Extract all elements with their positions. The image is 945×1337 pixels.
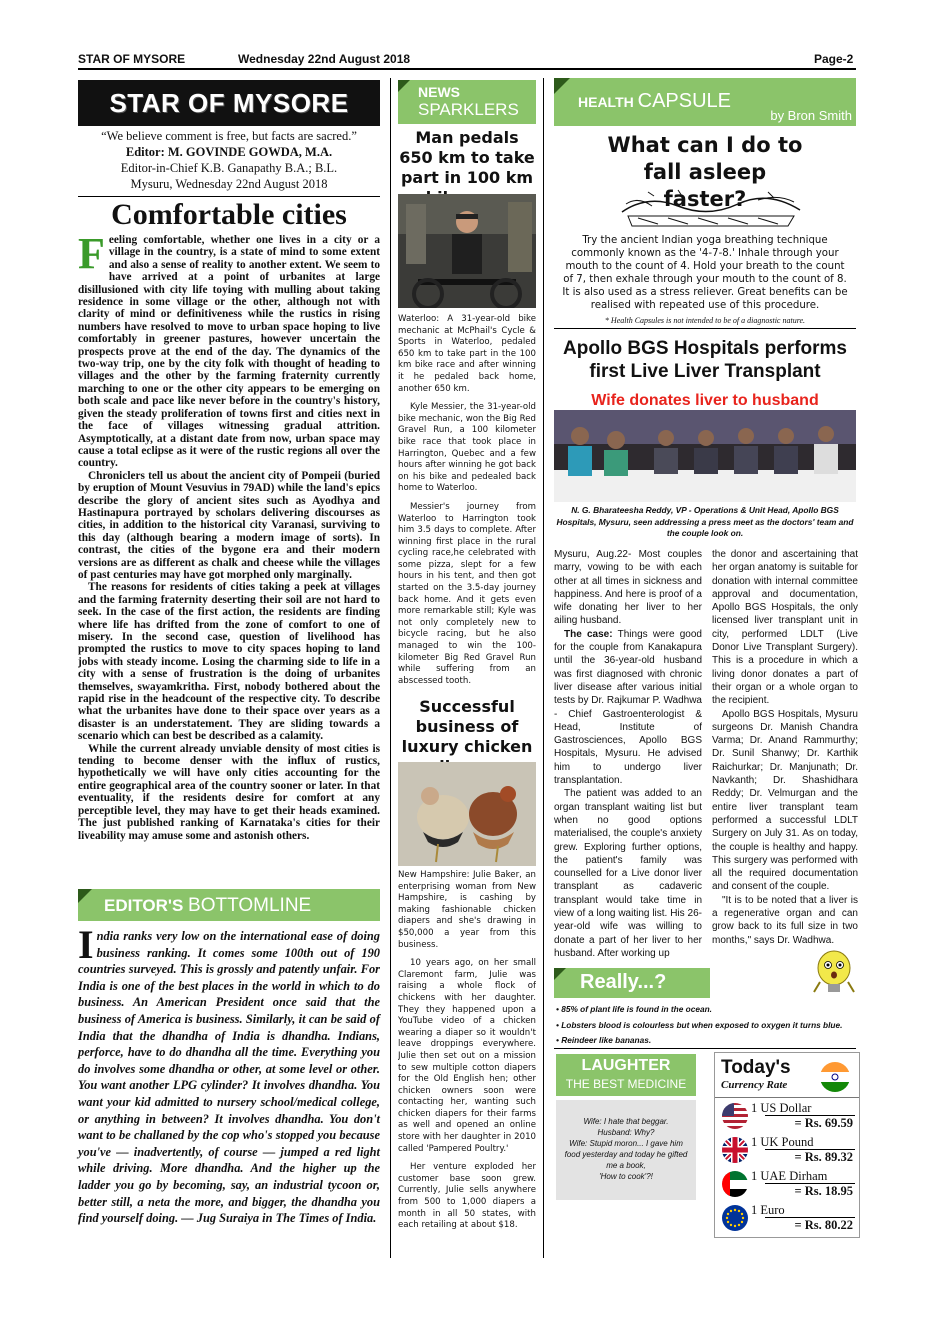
cyclist-photo [398,194,536,308]
sparklers-label-bottom: SPARKLERS [418,100,519,119]
lightbulb-mascot-icon [812,948,856,1000]
sparkler-1-headline: Man pedals 650 km to take part in 100 km [399,128,535,187]
chicken-photo [398,762,536,866]
currency-row-eur [715,1201,859,1235]
currency-row-gbp [715,1133,859,1167]
editorial-body [78,234,380,880]
bottomline-label-bold: EDITOR'S [104,896,184,915]
editorial-paragraph-3: The reasons for residents of cities taking a peek at villages and the farming fraternity deserting their soil are not hard to seek. In the case of the first action, the residents are finding where life has drifted from the zone of comfort to one of misery. In the second case, question of livelihood has prompted the rustics to move to city spaces hoping to land jobs with steady income. Losing the charming side to life in a city with a sense of frustration is the doing of urbanites themselves, swayamkritha. First, nobody bothered about the rapid rise in the headcount of the respective city. To describe what the urbanites have done to their space over years as a disaster is an understatement. They are sliding towards a scenario which can best be described as a calamity. [78,581,380,743]
eu-flag-icon [721,1204,749,1232]
press-meet-photo [554,410,856,502]
health-body: Try the ancient Indian yoga breathing technique commonly known as the '4-7-8.' Inhale through your mouth to the count of 4. Hold your breath to the count of 7, then exhale through your mouth to the count of 8. It is also used as a stress reliever. Great benefits can be realised with repeated use of this procedure. [562,235,848,311]
laughter-line-1: Wife: I hate that beggar. [583,1117,669,1126]
apollo-col2-paragraph-2: Apollo BGS Hospitals, Mysuru surgeons Dr. Manish Chandra Varma; Dr. Anand Rammurthy; Dr. Sunil Shanwy; Dr. Karthik Raichurkar; Dr. Manjunath; Dr. Navkanth; Dr. Shashidhara Reddy; Dr. Velmurgan and the entire liver transplant team performed a successful LDLT Surgery on July 31. As on today, the couple is healthy and happy. This surgery was performed with all the required documentation and consent of the couple. [712,708,858,893]
bottomline-label-light: BOTTOMLINE [188,895,312,916]
apollo-col2-paragraph-3: "It is to be noted that a liver is a regenerative organ and can grow back to its full size in two months," says Dr. Wadhwa. [712,894,858,946]
currency-name: 1 US Dollar [751,1101,812,1115]
laughter-line-4: 'How to cook'?! [599,1172,653,1181]
currency-subtitle: Currency Rate [721,1079,788,1091]
sparkler-1-paragraph-3: Messier's journey from Waterloo to Harrington took him 3.5 days to complete. After winning first place in the rural cycling race,he celebrated with some pizza, slept for a few hours in his tent, and then got started on the 3.5-day journey back home. And it gets even more remarkable still; Kyle was not only completely new to bicycle racing, but he also managed to win the 100-kilometer Big Red Gravel Run while suffering from an abscessed tooth. [398,501,536,686]
corner-triangle-icon [554,968,566,980]
laughter-label-bottom: THE BEST MEDICINE [565,1077,687,1091]
bottomline-dropcap: I [78,922,94,967]
laughter-line-2: Husband: Why? [597,1128,655,1137]
currency-value: = Rs. 80.22 [794,1218,853,1232]
currency-name: 1 UAE Dirham [751,1169,828,1183]
apollo-case-label: The case: [564,628,613,640]
apollo-photo-caption: N. G. Bharateesha Reddy, VP - Operations & Unit Head, Apollo BGS Hospitals, Mysuru, seen addressing a press meet as the doctors' team and the couple look on. [556,505,854,538]
header-rule [78,68,856,70]
bottomline-body [78,922,380,1227]
currency-name: 1 UK Pound [751,1135,814,1149]
really-item: • Lobsters blood is colourless but when exposed to oxygen it turns blue. [556,1019,843,1030]
masthead-title: STAR OF MYSORE [109,87,349,118]
currency-name: 1 Euro [751,1203,785,1217]
apollo-col2-paragraph-1: the donor and ascertaining that her organ anatomy is suitable for donation with internal committee approval and documentation, Apollo BGS Hospitals, the only licensed liver transplant unit in city, performed LDLT (Live Donor Live Transplant Surgery). This is a procedure in which a living donor donates a part of their organ or a whole organ to the recipient. [712,549,858,707]
column-divider-left [390,78,391,1258]
column-divider-right [543,78,544,1258]
currency-title: Today's [721,1057,791,1078]
currency-row-aed [715,1167,859,1201]
currency-box [714,1052,860,1238]
editorial-paragraph-2: Chroniclers tell us about the ancient city of Pompeii (buried by eruption of Mount Vesuvius in 79AD) while the land's epics describe the glory of ancient sites such as Ayodhya and Hastinapura portrayed by scholars delivering discourses as cities, in addition to the historical city Varanasi, surviving to this day (although bearing a modern image of sorts). In contrast, the cities of the bygone era and their modern versions are as different as chalk and cheese while the villages of past centuries may have got morphed only marginally. [78,469,380,581]
apollo-col1-paragraph-1: Mysuru, Aug.22- Most couples marry, vowing to be with each other at all times in sickness and happiness. And here is proof of a wife donating her liver to her ailing husband. [554,549,702,627]
apollo-col1-paragraph-3: The patient was added to an organ transplant waiting list but when no good options materialised, the couple's anxiety grew. Exploring further options, the patient's family was counselled for a Live donor liver transplant as cadaveric transplant would take time in view of a long waiting list. His 26-year-old wife was willing to donate a part of her liver to her husband. After working up [554,788,702,958]
sparkler-2-paragraph-3: Her venture exploded her customer base soon grew. Currently, Julie sells anywhere from 500 to 1,000 diapers a month in all 50 states, with each retailing at about $18. [398,1162,536,1230]
india-flag-icon [819,1061,851,1093]
sparkler-2-headline: Successful business of luxury chicken [401,697,533,756]
uk-flag-icon [721,1136,749,1164]
health-capsule-banner [554,78,856,126]
health-label-bold: HEALTH [578,94,634,110]
editorial-paragraph-4: While the current already unviable density of most cities is tending to become denser with the influx of rustics, hypothetically we will have only cities accounting for the entire geographical area of the country sooner or later. In that eventuality, if the residents desire for comfort at any perceptible level, they may have to get their heads examined. The just published ranking of Karnataka's cities for their liveability may amuse some and astonish others. [78,742,380,842]
corner-triangle-icon [78,889,92,903]
editorial-dropcap: F [78,234,105,278]
really-item: • Reindeer like bananas. [556,1035,652,1045]
apollo-headline: Apollo BGS Hospitals performs first Live Liver Transplant [563,338,847,382]
really-banner [554,968,710,998]
sparklers-label-top: NEWS [418,84,460,100]
health-headline: What can I do to fall asleep faster? [607,133,803,211]
cyclist-image [398,194,536,308]
uae-flag-icon [721,1170,749,1198]
health-rule [554,328,856,329]
sparkler-2-paragraph-1: New Hampshire: Julie Baker, an enterprising woman from New Hampshire, is cashing by making fashionable chicken diapers and she's drawing in $50,000 a year from this business. [398,870,536,950]
apollo-column-2 [712,548,858,958]
bottomline-banner [78,889,380,921]
motto: “We believe comment is free, but facts are sacred.” [101,129,357,143]
dateline: Mysuru, Wednesday 22nd August 2018 [130,177,328,191]
laughter-box [556,1100,696,1200]
laughter-line-3: Wife: Stupid moron... I gave him food yesterday and today he gifted me a book, [564,1139,688,1170]
running-header-page: Page-2 [814,52,854,66]
currency-value: = Rs. 69.59 [794,1116,853,1130]
really-list [556,1004,858,1046]
currency-value: = Rs. 89.32 [794,1150,853,1164]
running-header-date: Wednesday 22nd August 2018 [238,52,411,66]
currency-row-usd [715,1099,859,1133]
sparkler-1-paragraph-1: Waterloo: A 31-year-old bike mechanic at McPhail's Cycle & Sports in Waterloo, pedaled 650 km to take part in the 100 km bike race and after winning it he pedaled back home, another 650 km. [398,314,536,394]
health-label-light: CAPSULE [637,90,731,112]
apollo-column-1 [554,548,702,958]
sparkler-1-body [398,314,536,694]
health-byline: by Bron Smith [770,108,852,123]
corner-triangle-icon [398,80,410,92]
masthead-banner [78,80,380,126]
laughter-label-top: LAUGHTER [581,1057,671,1074]
currency-value: = Rs. 18.95 [794,1184,853,1198]
editor-line: Editor: M. GOVINDE GOWDA, M.A. [125,145,333,159]
editor-in-chief-line: Editor-in-Chief K.B. Ganapathy B.A.; B.L. [120,161,338,175]
editorial-title: Comfortable cities [111,198,347,231]
running-header-paper-name: STAR OF MYSORE [78,52,186,66]
editorial-paragraph-1: eeling comfortable, whether one lives in a city or a village in the country, is a state of mind to some extent and also a sense of reality to another extent. We seem to have arrived at a point of urbanites at large disillusioned with city life toying with mulling about taking residence in some village or the other, although not with clarity of mind or definitiveness while the rustics in rising numbers have resolved to move to urban space hoping to live comfortably in greener pastures, however uncertain the prospects prove at the end of the day. The dynamics of the two-way trip, one by the city folk with thought of heading to villages and the other by the farming fraternity currently marching to one or the other city appears to be emerging on both scale and pace like never before in the country's history, given the steady proliferation of towns first and cities next in the face of villages witnessing gradual attrition. Asymptotically, at a distant date from now, urban space may cause a total eclipse as it were of the rustic regions all over the country. [78,234,380,470]
sparkler-2-paragraph-2: 10 years ago, on her small Claremont farm, Julie was raising a whole flock of chickens with her daughter. They they happened upon a YouTube video of a chicken wearing a diaper so it wouldn't leave droppings everywhere. Julie then set out on a mission to sew multiple cotton diapers for the Old English hen; other chicken owners soon were contacting her, wanting such chicken diapers for their farms as well and opened an online store with her daughter in 2010 called 'Pampered Poultry.' [398,958,536,1154]
editorial-rule [78,196,380,197]
laughter-banner [556,1054,696,1096]
us-flag-icon [721,1102,749,1130]
sparkler-2-body [398,870,536,1230]
really-item: • 85% of plant life is found in the ocean. [556,1004,712,1014]
apollo-subhead: Wife donates liver to husband [591,392,819,409]
chicken-image [398,762,536,866]
sparklers-banner [398,80,536,124]
corner-triangle-icon [554,78,570,94]
really-rule [554,1048,856,1049]
sleeping-illustration-icon [618,186,804,230]
bottomline-text: ndia ranks very low on the international ease of doing business ranking. It comes some 100th out of 190 countries surveyed. This is grossly and patently unfair. For India is one of the best places in the world in which to do business. An American President once said that the business of America is business. Similarly, it can be said of India that the dhandha of India is dhandha. Indians, perforce, have to do dhandha all the time. Everything you do involves some dhandha or other, at some level or other. You want another LPG cylinder? It involves dhandha. You want your kid admitted to nursery school/medical college, or anything in between? It involves dhandha. You don't want to be challaned by the cop who's stopped you because you've — inadvertently, of course — jumped a red light while driving. More dhandha. And the higher up the ladder you go by becoming, say, an industrial tycoon or, better still, a neta the more, and bigger, the dhandha you find yourself doing. — Jug Suraiya in The Times of India. [78,929,380,1226]
editor-info [78,128,380,192]
really-label: Really...? [580,971,667,993]
health-disclaimer: * Health Capsules is not intended to be of a diagnostic nature. [604,316,806,325]
apollo-col1-paragraph-2: Things were good for the couple from Kanakapura until the 36-year-old husband was first diagnosed with chronic liver disease after various initial tests by Dr. Rajkumar P. Wadhwa - Chief Gastroenterologist & Head, Institute of Gastrosciences, Apollo BGS Hospitals, Mysuru. He advised him to undergo liver transplantation. [554,628,702,787]
press-meet-image [554,410,856,502]
sparkler-1-paragraph-2: Kyle Messier, the 31-year-old bike mechanic, won the Big Red Gravel Run, a 100 kilometer bike race that took place in Harrington, Quebec and a few hours after winning he got back on his bike and pedealed back home to Waterloo. [398,402,536,494]
